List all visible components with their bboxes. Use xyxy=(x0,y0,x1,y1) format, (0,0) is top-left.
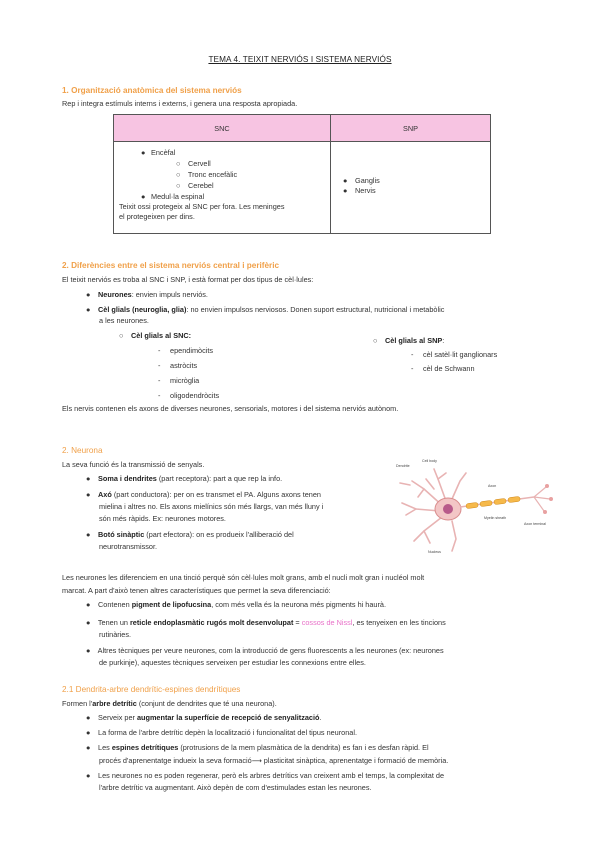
label-axon: Axon xyxy=(488,484,497,488)
bullet-icon: ● xyxy=(86,713,91,722)
section-2-heading: 2. Diferències entre el sistema nerviós central i perifèric xyxy=(62,261,280,270)
label-nucleus: Nucleus xyxy=(428,550,441,554)
bullet-icon: ● xyxy=(141,148,146,157)
list-item: ● Nervis xyxy=(343,186,376,195)
neuron-diagram xyxy=(394,459,558,555)
table-header-snp: SNP xyxy=(331,115,491,142)
list-item: ● Botó sinàptic (part efectora): on es produeix l'alliberació del xyxy=(86,530,294,539)
bullet-icon: ● xyxy=(86,743,91,752)
bullet-icon: ● xyxy=(86,618,91,627)
bullet-icon: ● xyxy=(86,290,91,299)
list-item: ○ Cervell xyxy=(176,159,211,168)
label-myelin-sheath: Myelin sheath xyxy=(484,516,507,520)
section-1-heading: 1. Organització anatòmica del sistema nerviós xyxy=(62,86,242,95)
bullet-icon: ● xyxy=(141,192,146,201)
section-3-heading: 2. Neurona xyxy=(62,446,103,455)
list-item: ● Les espines detrítiques (protrusions de la mem plasmàtica de la dendrita) es fan i es desfan ràpid. El xyxy=(86,743,429,752)
page-title: TEMA 4. TEIXIT NERVIÓS I SISTEMA NERVIÓS xyxy=(208,55,392,64)
list-item: ● Medul·la espinal xyxy=(141,192,205,201)
list-item-continuation: rutinàries. xyxy=(99,630,132,639)
list-item: - oligodendròcits xyxy=(158,391,220,400)
table-header-snc: SNC xyxy=(114,115,331,142)
bullet-icon: ● xyxy=(86,728,91,737)
list-item: ● Encèfal xyxy=(141,148,176,157)
list-item-continuation: l'arbre detrític va augmentant. Això depèn de com d'estimulades estan les neurones. xyxy=(99,783,372,792)
list-item-continuation: procés d'aprenentatge indueix la seva formació⟶ plasticitat sinàptica, aprenentatge i formació de memòria. xyxy=(99,756,449,765)
axon-terminal xyxy=(534,487,550,511)
neuron-paragraph-line: marcat. A part d'això tenen altres característiques que permet la seva diferenciació: xyxy=(62,586,331,595)
circle-bullet-icon: ○ xyxy=(176,159,181,168)
list-item-continuation: són més ràpids. Ex: neurones motores. xyxy=(99,514,226,523)
bullet-icon: ● xyxy=(86,305,91,314)
list-item: ● Altres tècniques per veure neurones, com la introducció de gens fluorescents a les neurones (ex: neurones xyxy=(86,646,444,655)
circle-bullet-icon: ○ xyxy=(373,336,378,345)
list-item: - micròglia xyxy=(158,376,200,385)
label-dendrite: Dendrite xyxy=(396,464,410,468)
table-note-line: Teixit ossi protegeix al SNC per fora. Les meninges xyxy=(119,202,285,211)
snc-glia-title: ○ Cèl glials al SNC: xyxy=(119,331,192,340)
list-item-continuation: mielina i altres no. Els axons mielínics són més llargs, van més lluny i xyxy=(99,502,324,511)
list-item: ● La forma de l'arbre detrític depèn la localització i funcionalitat del tipus neuronal. xyxy=(86,728,357,737)
list-item: ● Soma i dendrites (part receptora): part a que rep la info. xyxy=(86,474,283,483)
list-item: ● Serveix per augmentar la superfície de recepció de senyalització. xyxy=(86,713,322,722)
circle-bullet-icon: ○ xyxy=(119,331,124,340)
list-item: ● Contenen pigment de lipofucsina, com més vella és la neurona més pigments hi haurà. xyxy=(86,600,386,609)
nissl-link: cossos de Nissl xyxy=(301,618,353,627)
bullet-icon: ● xyxy=(86,490,91,499)
circle-bullet-icon: ○ xyxy=(176,170,181,179)
snc-snp-table xyxy=(113,114,491,234)
list-item: ● Les neurones no es poden regenerar, però els arbres detrítics van creixent amb el temps, la complexitat de xyxy=(86,771,445,780)
snc-cell xyxy=(114,142,331,234)
section-1-intro: Rep i integra estímuls interns i externs, i genera una resposta apropiada. xyxy=(62,99,298,108)
bullet-icon: ● xyxy=(86,771,91,780)
bullet-icon: ● xyxy=(86,474,91,483)
section-3-intro: La seva funció és la transmissió de senyals. xyxy=(62,460,205,469)
list-item: - astròcits xyxy=(158,361,198,370)
list-item: ○ Cerebel xyxy=(176,181,214,190)
section-2-outro: Els nervis contenen els axons de diverses neurones, sensorials, motores i del sistema nerviós autònom. xyxy=(62,404,399,413)
label-axon-terminal: Axon terminal xyxy=(524,522,546,526)
neuron-paragraph-line: Les neurones les diferenciem en una tinció perquè són cèl·lules molt grans, amb el nucli molt gran i nucléol molt xyxy=(62,573,425,582)
list-item: - cèl satèl·lit ganglionars xyxy=(411,350,498,359)
snp-cell xyxy=(331,142,491,234)
bullet-icon: ● xyxy=(86,530,91,539)
arrow-icon: ⟶ xyxy=(251,758,262,765)
list-item-continuation: a les neurones. xyxy=(99,316,149,325)
bullet-icon: ● xyxy=(343,176,348,185)
list-item: ● Axó (part conductora): per on es transmet el PA. Alguns axons tenen xyxy=(86,490,321,499)
list-item: ● Neurones: envien impuls nerviós. xyxy=(86,290,208,299)
snp-glia-title: ○ Cèl glials al SNP: xyxy=(373,336,445,345)
circle-bullet-icon: ○ xyxy=(176,181,181,190)
bullet-icon: ● xyxy=(86,600,91,609)
section-4-intro: Formen l'arbre detrític (conjunt de dendrites que té una neurona). xyxy=(62,699,277,708)
list-item: ● Tenen un reticle endoplasmàtic rugós molt desenvolupat = cossos de Nissl, es tenyeixen en les tincions xyxy=(86,618,446,627)
list-item: - ependimòcits xyxy=(158,346,214,355)
list-item-continuation: de purkinje), aquestes tècniques serveixen per estudiar les connexions entre elles. xyxy=(99,658,366,667)
list-item-continuation: neurotransmissor. xyxy=(99,542,157,551)
nucleus xyxy=(443,504,453,514)
bullet-icon: ● xyxy=(343,186,348,195)
label-cell-body: Cell body xyxy=(422,459,437,463)
list-item: ● Cèl glials (neuroglia, glia): no envien impulsos nerviosos. Donen suport estructural, nutricional i metabòlic xyxy=(86,305,445,314)
bullet-icon: ● xyxy=(86,646,91,655)
list-item: ○ Tronc encefàlic xyxy=(176,170,238,179)
table-note-line: el protegeixen per dins. xyxy=(119,212,195,221)
section-4-heading: 2.1 Dendrita-arbre dendrític-espines dendrítiques xyxy=(62,685,241,694)
list-item: - cèl de Schwann xyxy=(411,364,475,373)
section-2-intro: El teixit nerviós es troba al SNC i SNP, i està format per dos tipus de cèl·lules: xyxy=(62,275,314,284)
list-item: ● Ganglis xyxy=(343,176,380,185)
